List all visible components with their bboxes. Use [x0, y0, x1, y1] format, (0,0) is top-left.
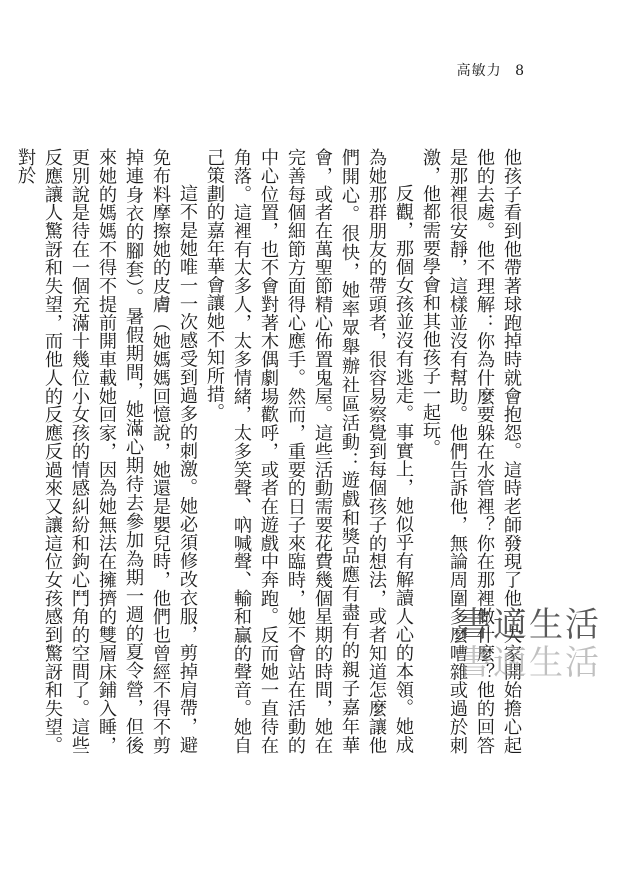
- page-number: 8: [515, 63, 525, 79]
- watermark-logo: 書適生活: [457, 605, 601, 645]
- running-header: [457, 60, 525, 80]
- paragraph-continued: 他孩子看到他帶著球跑掉時就會抱怨。這時老師發現了他，大家開始擔心起他的去處。他不理解：你為什麼要躲在水管裡？你在那裡做什麼？他的回答是那裡很安靜，這樣並沒有幫助。他們告訴他，無論周圍多麼嘈雜或過於刺激，他都需要學會和其他孩子一起玩。: [420, 148, 522, 754]
- book-title: 高敏力: [456, 63, 502, 79]
- paragraph: 這不是她唯一一次感受到過多的刺激。她必須修改衣服，剪掉肩帶，避免布料摩擦她的皮膚（她媽媽回憶說，她還是嬰兒時，他們也曾經不得不剪掉連身衣的腳套）。暑假期間，她滿心期待去參加為期一週的夏令營，但後來她的媽媽不得不提前開車載她回家，因為她無法在擁擠的雙層床鋪入睡，更別說是待在一個充滿十幾位小女孩的情感糾紛和鉤心鬥角的空間了。這些反應讓人驚訝和失望，而他人的反應反過來又讓這位女孩感到驚訝和失望。對於: [15, 148, 198, 754]
- body-text: [15, 148, 525, 754]
- paragraph: 反觀，那個女孩並沒有逃走。事實上，她似乎有解讀人心的本領。她成為她那群朋友的帶頭者，很容易察覺到每個孩子的想法，或者知道怎麼讓他們開心。很快，她率眾舉辦社區活動：遊戲和獎品應有盡有的親子嘉年華會，或者在萬聖節精心佈置鬼屋。這些活動需要花費幾個星期的時間，她在完善每個細節方面得心應手。然而，重要的日子來臨時，她不會站在活動的中心位置，也不會對著木偶劇場歡呼，或者在遊戲中奔跑。反而她一直待在角落。這裡有太多人，太多情緒，太多笑聲、吶喊聲、輸和贏的聲音。她自己策劃的嘉年華會讓她不知所措。: [204, 148, 414, 754]
- watermark-logo-shadow: 書適生活: [457, 643, 601, 683]
